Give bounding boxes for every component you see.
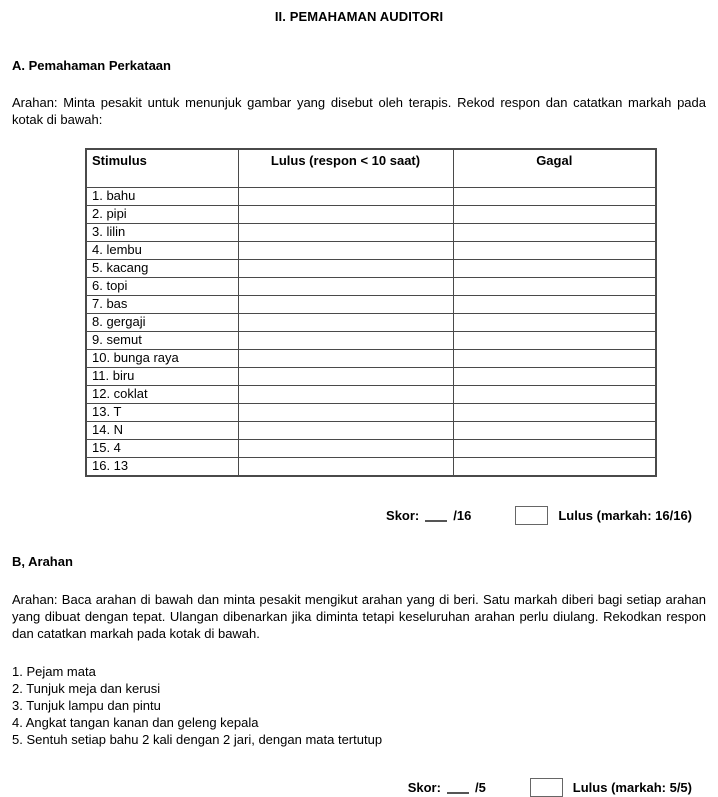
- section-a-heading: A. Pemahaman Perkataan: [12, 58, 171, 73]
- table-row: [86, 332, 656, 350]
- instruction-list: [12, 663, 706, 748]
- score-input-a[interactable]: [425, 509, 447, 522]
- stimulus-cell: 15. 4: [86, 440, 238, 458]
- stimulus-cell: 8. gergaji: [86, 314, 238, 332]
- pass-cell[interactable]: [238, 206, 453, 224]
- score-input-b[interactable]: [447, 781, 469, 794]
- stimulus-cell: 3. lilin: [86, 224, 238, 242]
- table-row: [86, 422, 656, 440]
- stimulus-cell: 1. bahu: [86, 188, 238, 206]
- pass-cell[interactable]: [238, 368, 453, 386]
- fail-cell[interactable]: [453, 350, 656, 368]
- section-b-heading: B, Arahan: [12, 554, 73, 569]
- fail-cell[interactable]: [453, 260, 656, 278]
- stimulus-cell: 12. coklat: [86, 386, 238, 404]
- stimulus-cell: 7. bas: [86, 296, 238, 314]
- pass-label-a: Lulus (markah: 16/16): [558, 508, 692, 523]
- table-row: [86, 224, 656, 242]
- table-header-row: [86, 149, 656, 188]
- table-row: [86, 206, 656, 224]
- table-row: [86, 242, 656, 260]
- pass-cell[interactable]: [238, 188, 453, 206]
- pass-cell[interactable]: [238, 386, 453, 404]
- stimulus-cell: 5. kacang: [86, 260, 238, 278]
- pass-cell[interactable]: [238, 404, 453, 422]
- score-label-a: Skor:: [386, 508, 420, 523]
- list-item: 1. Pejam mata: [12, 664, 96, 679]
- list-item: 5. Sentuh setiap bahu 2 kali dengan 2 jari, dengan mata tertutup: [12, 732, 383, 747]
- table-row: [86, 350, 656, 368]
- fail-cell[interactable]: [453, 458, 656, 477]
- fail-cell[interactable]: [453, 278, 656, 296]
- pass-cell[interactable]: [238, 260, 453, 278]
- pass-cell[interactable]: [238, 314, 453, 332]
- list-item: 4. Angkat tangan kanan dan geleng kepala: [12, 715, 259, 730]
- table-row: [86, 440, 656, 458]
- stimulus-cell: 9. semut: [86, 332, 238, 350]
- stimulus-cell: 10. bunga raya: [86, 350, 238, 368]
- score-row-section-b: [12, 778, 706, 797]
- score-row-section-a: [12, 506, 706, 525]
- stimulus-cell: 2. pipi: [86, 206, 238, 224]
- fail-cell[interactable]: [453, 332, 656, 350]
- fail-cell[interactable]: [453, 368, 656, 386]
- column-header-fail: Gagal: [453, 149, 656, 188]
- pass-cell[interactable]: [238, 332, 453, 350]
- table-row: [86, 188, 656, 206]
- score-max-b: /5: [474, 780, 486, 795]
- fail-cell[interactable]: [453, 386, 656, 404]
- fail-cell[interactable]: [453, 188, 656, 206]
- pass-label-b: Lulus (markah: 5/5): [572, 780, 692, 795]
- column-header-pass: Lulus (respon < 10 saat): [238, 149, 453, 188]
- pass-checkbox-a[interactable]: [515, 506, 548, 525]
- column-header-stimulus: Stimulus: [86, 149, 238, 188]
- stimulus-cell: 11. biru: [86, 368, 238, 386]
- stimulus-cell: 13. T: [86, 404, 238, 422]
- table-body: [86, 188, 656, 477]
- table-row: [86, 260, 656, 278]
- page-title: II. PEMAHAMAN AUDITORI: [274, 9, 444, 24]
- table-row: [86, 368, 656, 386]
- fail-cell[interactable]: [453, 206, 656, 224]
- score-max-a: /16: [453, 508, 472, 523]
- table-row: [86, 278, 656, 296]
- fail-cell[interactable]: [453, 314, 656, 332]
- table-row: [86, 314, 656, 332]
- table-row: [86, 458, 656, 477]
- stimulus-cell: 6. topi: [86, 278, 238, 296]
- fail-cell[interactable]: [453, 242, 656, 260]
- table-row: [86, 386, 656, 404]
- fail-cell[interactable]: [453, 422, 656, 440]
- section-b-instruction: Arahan: Baca arahan di bawah dan minta pesakit mengikut arahan yang di beri. Satu markah diberi bagi setiap arahan yang dibuat dengan tepat. Ulangan dibenarkan jika diminta tetapi keseluruhan arahan perlu diulang. Rekodkan respon dan catatkan markah pada kotak di bawah.: [12, 592, 706, 641]
- pass-cell[interactable]: [238, 458, 453, 477]
- pass-cell[interactable]: [238, 278, 453, 296]
- document-page: [0, 6, 718, 795]
- fail-cell[interactable]: [453, 440, 656, 458]
- pass-cell[interactable]: [238, 224, 453, 242]
- stimulus-cell: 14. N: [86, 422, 238, 440]
- list-item: 2. Tunjuk meja dan kerusi: [12, 681, 161, 696]
- table-header: [86, 149, 656, 188]
- stimulus-cell: 4. lembu: [86, 242, 238, 260]
- stimulus-table-wrapper: [12, 148, 706, 477]
- pass-checkbox-b[interactable]: [530, 778, 563, 797]
- pass-cell[interactable]: [238, 422, 453, 440]
- list-item: 3. Tunjuk lampu dan pintu: [12, 698, 161, 713]
- section-a-instruction: Arahan: Minta pesakit untuk menunjuk gambar yang disebut oleh terapis. Rekod respon dan catatkan markah pada kotak di bawah:: [12, 95, 706, 127]
- pass-cell[interactable]: [238, 440, 453, 458]
- pass-cell[interactable]: [238, 350, 453, 368]
- fail-cell[interactable]: [453, 296, 656, 314]
- pass-cell[interactable]: [238, 242, 453, 260]
- stimulus-table: [85, 148, 657, 477]
- score-label-b: Skor:: [407, 780, 441, 795]
- fail-cell[interactable]: [453, 224, 656, 242]
- pass-cell[interactable]: [238, 296, 453, 314]
- fail-cell[interactable]: [453, 404, 656, 422]
- table-row: [86, 296, 656, 314]
- stimulus-cell: 16. 13: [86, 458, 238, 477]
- table-row: [86, 404, 656, 422]
